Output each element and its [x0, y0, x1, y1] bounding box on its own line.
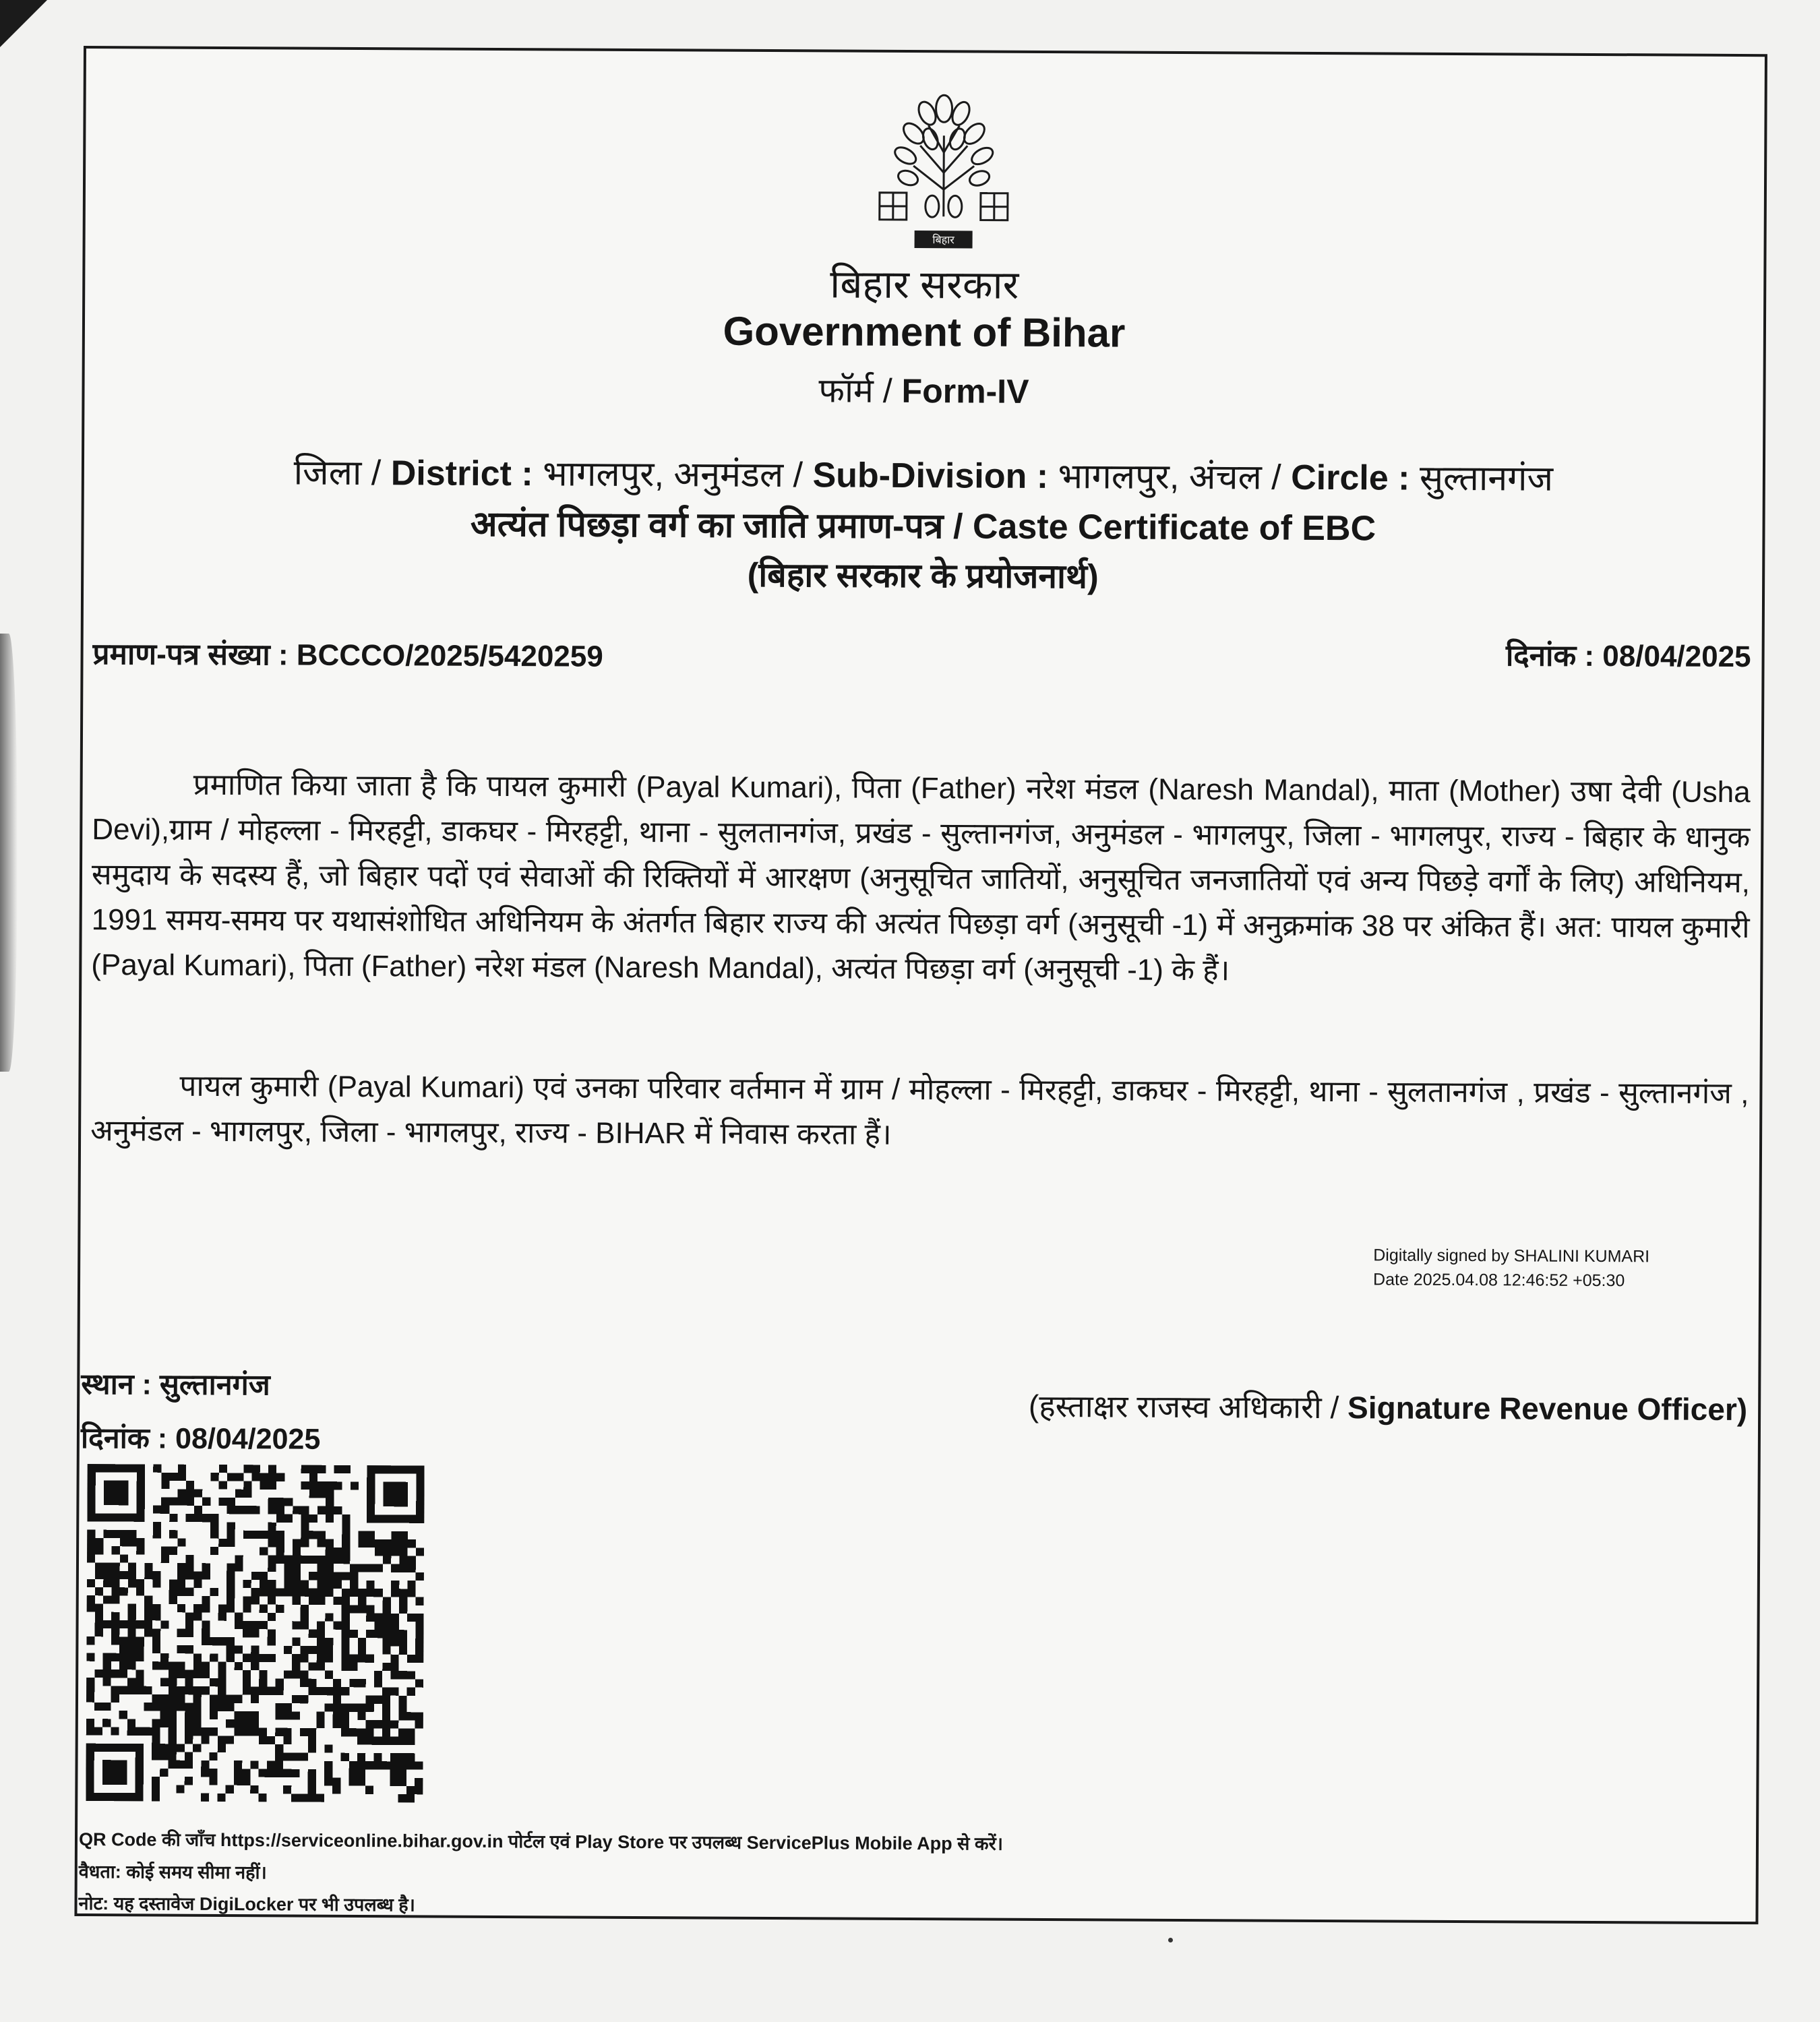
digital-signature-date: Date 2025.04.08 12:46:52 +05:30 [1373, 1270, 1625, 1291]
circle-label-english: Circle : [1291, 458, 1410, 498]
digital-signature-signer: Digitally signed by SHALINI KUMARI [1373, 1246, 1650, 1266]
scan-edge-shadow [0, 634, 18, 1072]
validity-note: वैधता: कोई समय सीमा नहीं। [78, 1861, 267, 1883]
certificate-title: अत्यंत पिछड़ा वर्ग का जाति प्रमाण-पत्र / Caste Certificate of EBC [470, 504, 1376, 549]
certificate-date [1506, 634, 1751, 675]
certification-paragraph: प्रमाणित किया जाता है कि पायल कुमारी (Payal Kumari), पिता (Father) नरेश मंडल (Naresh Mandal), माता (Mother) उषा देवी (Usha Devi),ग्राम / मोहल्ला - मिरहट्टी, डाकघर - मिरहट्टी, थाना - सुलतानगंज, प्रखंड - सुल्तानगंज, अनुमंडल - भागलपुर, जिला - भागलपुर, राज्य - बिहार के धानुक समुदाय के सदस्य हैं, जो बिहार पदों एवं सेवाओं की रिक्तियों में आरक्षण (अनुसूचित जातियों, अनुसूचित जनजातियों एवं अन्य पिछड़े वर्गों के लिए) अधिनियम, 1991 समय-समय पर यथासंशोधित अधिनियम के अंतर्गत बिहार राज्य की अत्यंत पिछड़ा वर्ग (अनुसूची -1) में अनुक्रमांक 38 पर अंकित हैं। अत: पायल कुमारी (Payal Kumari), पिता (Father) नरेश मंडल (Naresh Mandal), अत्यंत पिछड़ा वर्ग (अनुसूची -1) के हैं। [91, 768, 1751, 987]
signature-label-hindi: (हस्ताक्षर राजस्व अधिकारी / [1028, 1388, 1339, 1426]
qr-code-icon[interactable] [86, 1464, 424, 1802]
form-label-english: Form-IV [901, 371, 1029, 410]
qr-verification-note: QR Code की जाँच https://serviceonline.bihar.gov.in पोर्टल एवं Play Store पर उपलब्ध ServicePlus Mobile App से करें। [78, 1829, 1004, 1854]
issue-place-value: सुल्तानगंज [159, 1368, 270, 1402]
issue-place-label: स्थान : [81, 1368, 152, 1401]
government-name-hindi: बिहार सरकार [830, 262, 1019, 307]
signature-revenue-officer [1029, 1384, 1747, 1430]
emblem-label: बिहार [932, 233, 954, 247]
form-label-hindi: फॉर्म / [818, 371, 892, 410]
district-value: भागलपुर, [543, 454, 665, 495]
certificate-purpose: (बिहार सरकार के प्रयोजनार्थ) [747, 555, 1099, 596]
issue-place [81, 1363, 270, 1403]
signature-label-english: Signature Revenue Officer) [1347, 1390, 1748, 1428]
scan-corner-shadow [0, 0, 47, 47]
subdivision-value: भागलपुर, [1058, 457, 1180, 497]
issue-date-label: दिनांक : [80, 1422, 168, 1455]
certificate-date-label: दिनांक : [1505, 639, 1595, 673]
circle-label-hindi: अंचल / [1188, 458, 1281, 497]
certificate-number [92, 632, 603, 675]
scan-speck [1168, 1938, 1173, 1942]
subdivision-label-hindi: अनुमंडल / [673, 455, 803, 495]
residence-paragraph: पायल कुमारी (Payal Kumari) एवं उनका परिवार वर्तमान में ग्राम / मोहल्ला - मिरहट्टी, डाकघर - मिरहट्टी, थाना - सुलतानगंज , प्रखंड - सुल्तानगंज , अनुमंडल - भागलपुर, जिला - भागलपुर, राज्य - BIHAR में निवास करता हैं। [90, 1069, 1749, 1151]
digital-signature-block [1373, 1243, 1649, 1293]
issue-date-value: 08/04/2025 [175, 1422, 321, 1456]
district-label-english: District : [390, 454, 533, 494]
certificate-date-value: 08/04/2025 [1602, 640, 1751, 674]
district-label-hindi: जिला / [293, 453, 382, 493]
circle-value: सुल्तानगंज [1419, 458, 1554, 499]
government-name-english: Government of Bihar [723, 308, 1126, 356]
subdivision-label-english: Sub-Division : [812, 456, 1049, 497]
certificate-number-value: BCCCO/2025/5420259 [296, 638, 603, 673]
issue-date [81, 1417, 321, 1458]
qr-modules [86, 1464, 424, 1802]
location-line [84, 446, 1763, 502]
certificate-document [74, 46, 1767, 1924]
bihar-emblem-icon [866, 71, 1022, 254]
form-title [84, 363, 1763, 417]
digilocker-note: नोट: यह दस्तावेज DigiLocker पर भी उपलब्ध है। [78, 1893, 415, 1916]
certificate-number-label: प्रमाण-पत्र संख्या : [92, 638, 289, 672]
